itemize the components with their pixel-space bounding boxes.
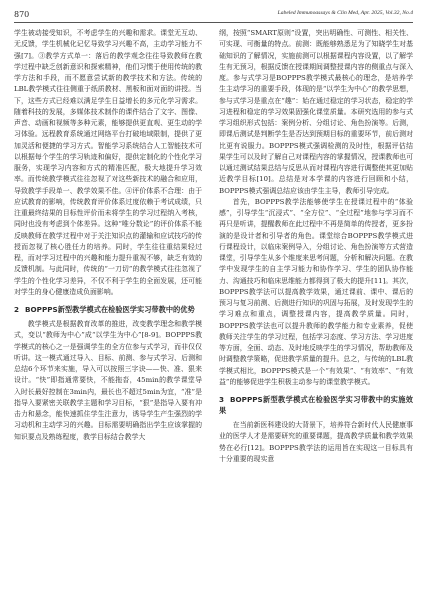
body-paragraph: 纲，按照“SMART原则”设置，突出明确性、可测性、相关性、可实现、可衡量的特点。前测：既能够熟悉足为了知晓学生对基础知识的了解情况，实施前测可以根据课程内容设置，以了解学生有无预习，根据反馈在授课期间调整授课内容的侧重点与深入度。参与式学习是BOPPPS教学模式最核心的理念，是培养学生主动学习的重要手段，体现的是“以学生为中心”的教学思想，参与式学习是重点在“趣”：始在通过稳定的学习状态，稳定的学习进程和稳定的学习效果固强化课堂质量。本研究选用的参与式学习组织形式包括：案例分析、分组讨论、角色扮演等。后测，即课后测试是判断学生是否达到预期目标的重要环节，前后测对比更有说服力。BOPPPS模式强调检测的及时性，根据评估结果学生可以及时了解自己对课程内容的掌握情况，授课教师也可以通过测试结果总结与反思从而对课程内容进行调整使其更加贴近教学目标[10]。总结是对本学课的内容进行回顾和小结，BOPPPS模式强调总结应该由学生主导，教师引导完成。 [219,29,413,195]
section-title: BOPPPS新型教学模式在检验医学实习带教中的优势 [25,305,195,314]
section-heading [219,394,413,416]
page-number: 870 [14,10,30,19]
body-paragraph: 在当前新医科建设的大背景下，培养符合新时代人民健康事业的医学人才是需要研究的重要课题，提高教学质量和教学效果势在必行[12]。BOPPPS教学法的运用旨在实现这一目标具有十分重要的现实意 [219,421,413,463]
section-heading [14,304,202,315]
journal-info: Labeled Immunoassays & Clin Med, Apr. 2025, Vol.32, No.4 [277,10,413,16]
section-title: BOPPPS新型教学模式在检验医学实习带教中的实施效果 [219,395,413,415]
section-number: 3 [219,395,225,404]
body-paragraph: 教学模式是根据教育改革的推进，改变教学理念和教学模式，变以“教师为中心”成“以学生为中心”[8-9]。BOPPPS教学模式的核心之一是强调学生的全方位参与式学习，而非仅仅听讲。这一模式通过导入、目标、前测、参与式学习、后测和总结6个环节来实施，导入可以按照三字诀——快、准、狠来设计。“快”即指通常要快，不能拖沓，45min的教学课堂导入时长最好控制在3min内，最长也不超过5min为宜，“准”是指导入要紧密关联教学主题和学习目标，“狠”是指导入要有冲击力和悬念，能快速抓住学生注意力，诱导学生产生强烈的学习动机和主动学习的兴趣。目标需要明确指出学生应该掌握的知识要点及熟练程度，教学目标结合教学大 [14,320,202,441]
page-header [14,10,413,22]
body-paragraph: 学生被动接受知识，不考虑学生的兴趣和需求。课堂无互动、无反馈，学生机械化记忆导致学习兴趣不高，主动学习能力不强[7]。③教学方式单一：落后的教学观念往往导致教师在教学过程中缺乏创新意识和探索精神，他们习惯于使用传统的教学方法和手段，而不愿意尝试新的教学技术和方法。传统的LBL教学模式往往侧重于纸质教材、黑板和面对面的讲授。当下，这些方式已经难以满足学生日益增长的多元化学习需求。随着科技的发展，多媒体技术制作的课件结合了文字、图像、声音、动画和视频等多种元素，能够提供更直观、更生动的学习体验。远程教育系统通过网络平台打破地域限制，提供了更加灵活和便捷的学习方式。智能学习系统结合人工智能技术可以根据每个学生的学习轨迹和偏好，提供定制化的个性化学习服务，实现学习内容和方式的精准匹配，极大地提升学习效率。而传统教学模式往往忽视了对这些新技术的融合和应用，导致教学手段单一、教学效果不佳。④评价体系不合理：由于应试教育的影响，传统教育评价体系过度依赖于考试成绩，只注重最终结果的目标性评价而未将学生的学习过程纳入考核，同时也没有考虑到个体差异。这种“唯分数论”的评价体系不能反映教师在教学过程中对于关注知识点的灌输和应试技巧的传授而忽视了核心胜任力的培养。同时，学生往往重结果轻过程，而对学习过程中的兴趣和能力提升重视不够，缺乏有效的反馈机制。与此同时，传统的“一刀切”的教学模式往往忽视了学生的个性化学习差异，不仅不利于学生的全面发展，还可能对学生的身心健康造成负面影响。 [14,29,202,296]
body-paragraph: 首先，BOPPPS教学法能够使学生在授课过程中的“体验感”，引导学生“沉浸式”、“全方位”、“全过程”地参与学习而不再只是听讲，提醒教师在此过程中不再是简单的传授者，更多扮演的是设计者和引导者的角色。课堂综合BOPPPS教学模式进行课程设计，以临床案例导入，分组讨论、角色扮演等方式营造课堂，引导学生从多个维度来思考问题，分析和解决问题。在教学中发现学生的自主学习能力和协作学习、学生的团队协作能力、沟通技巧和临床思维能力都得到了极大的提升[11]。其次，BOPPPS教学法可以提高教学效果，通过课前、课中、课后的预习与复习前测、后测进行知识的巩固与拓展，及时发现学生的学习难点和重点，调整授课内容，提高教学质量。同时，BOPPPS教学法也可以提升教师的教学能力和专业素养，促使教师关注学生的学习过程，包括学习态度、学习方法、学习进度等方面，全面、动态、及时地反映学生的学习情况，帮助教师及时调整教学策略，促进教学质量的提升。总之，与传统的LBL教学模式相比，BOPPPS模式是一个“有效果”、“有效率”、“有效益”的能够促进学生积极主动参与的课堂教学模式。 [219,197,413,386]
right-column [219,28,413,465]
section-number: 2 [14,305,20,314]
header-rule [14,22,413,23]
left-column [14,28,202,443]
